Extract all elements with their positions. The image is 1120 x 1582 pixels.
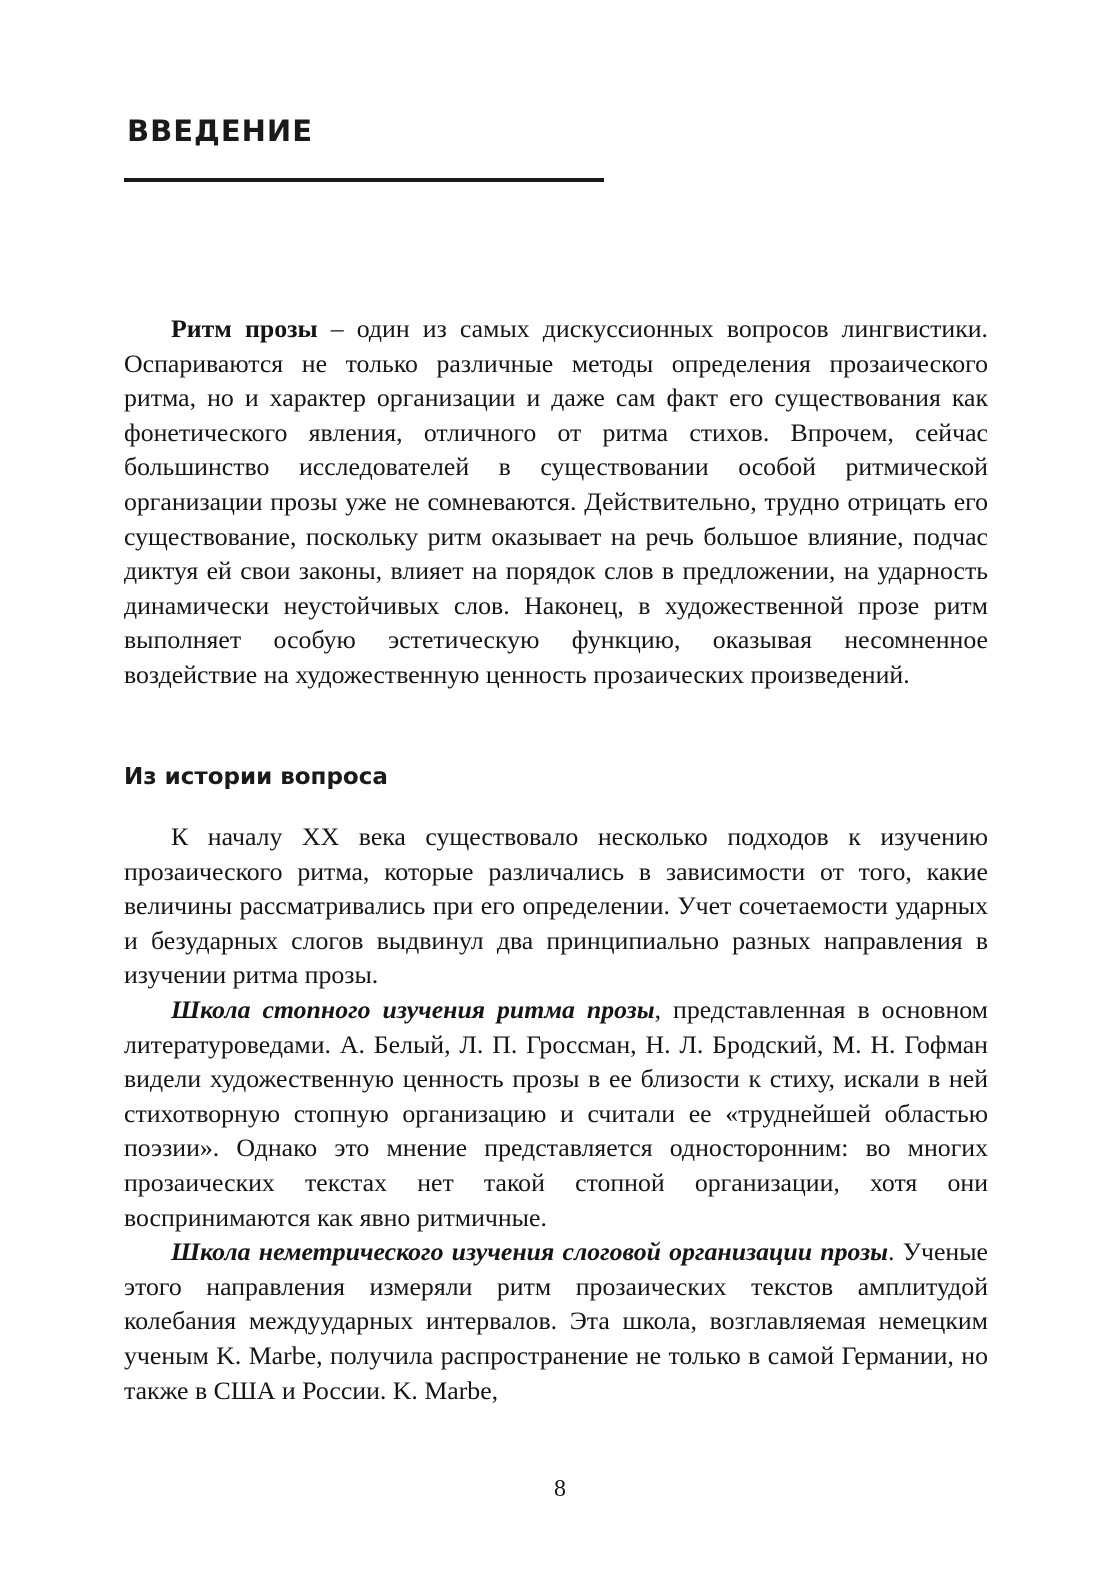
intro-body-text: – один из самых дискуссионных вопросов лингвистики. Оспариваются не только различные методы определения прозаического ритма, но и характер организации и даже сам факт его существования как фонетического явления, отличного от ритма стихов. Впрочем, сейчас большинство исследователей в существовании особой ритмической организации прозы уже не сомневаются. Действительно, трудно отрицать его существование, поскольку ритм оказывает на речь большое влияние, подчас диктуя ей свои законы, влияет на порядок слов в предложении, на ударность динамически неустойчивых слов. Наконец, в художественной прозе ритм выполняет особую эстетическую функцию, оказывая несомненное воздействие на художественную ценность прозаических произведений. bbox=[124, 314, 988, 689]
history-paragraph-1-text: К началу XX века существовало несколько подходов к изучению прозаического ритма, которые различались в зависимости от того, какие величины рассматривались при его определении. Учет сочетаемости ударных и безударных слогов выдвинул два принципиально разных направления в изучении ритма прозы. bbox=[124, 822, 988, 990]
page-number: 8 bbox=[554, 1476, 566, 1502]
chapter-title: ВВЕДЕНИЕ bbox=[127, 114, 314, 148]
history-paragraph-3-text: . Ученые этого направления измеряли ритм прозаических текстов амплитудой колебания междуударных интервалов. Эта школа, возглавляемая немецким ученым K. Marbe, получила распространение не только в самой Германии, но также в США и России. K. Marbe, bbox=[124, 1237, 988, 1405]
history-paragraph-3 bbox=[124, 1235, 988, 1408]
intro-block bbox=[124, 312, 988, 693]
intro-lead-term: Ритм прозы bbox=[171, 314, 318, 343]
history-paragraph-2-text: , представленная в основном литературоведами. А. Белый, Л. П. Гроссман, Н. Л. Бродский, М. Н. Гофман видели художественную ценность прозы в ее близости к стиху, искали в ней стихотворную стопную организацию и считали ее «труднейшей областью поэзии». Однако это мнение представляется односторонним: во многих прозаических текстах нет такой стопной организации, хотя они воспринимаются как явно ритмичные. bbox=[124, 994, 988, 1232]
history-paragraph-2 bbox=[124, 993, 988, 1235]
school-nonmetric-term: Школа неметрического изучения слоговой организации прозы bbox=[171, 1237, 889, 1267]
section-heading: Из истории вопроса bbox=[124, 764, 388, 790]
school-stop-term: Школа стопного изучения ритма прозы bbox=[171, 994, 655, 1024]
history-paragraph-1 bbox=[124, 820, 988, 993]
intro-paragraph bbox=[124, 312, 988, 693]
title-underline bbox=[124, 178, 604, 182]
history-block bbox=[124, 820, 988, 1408]
